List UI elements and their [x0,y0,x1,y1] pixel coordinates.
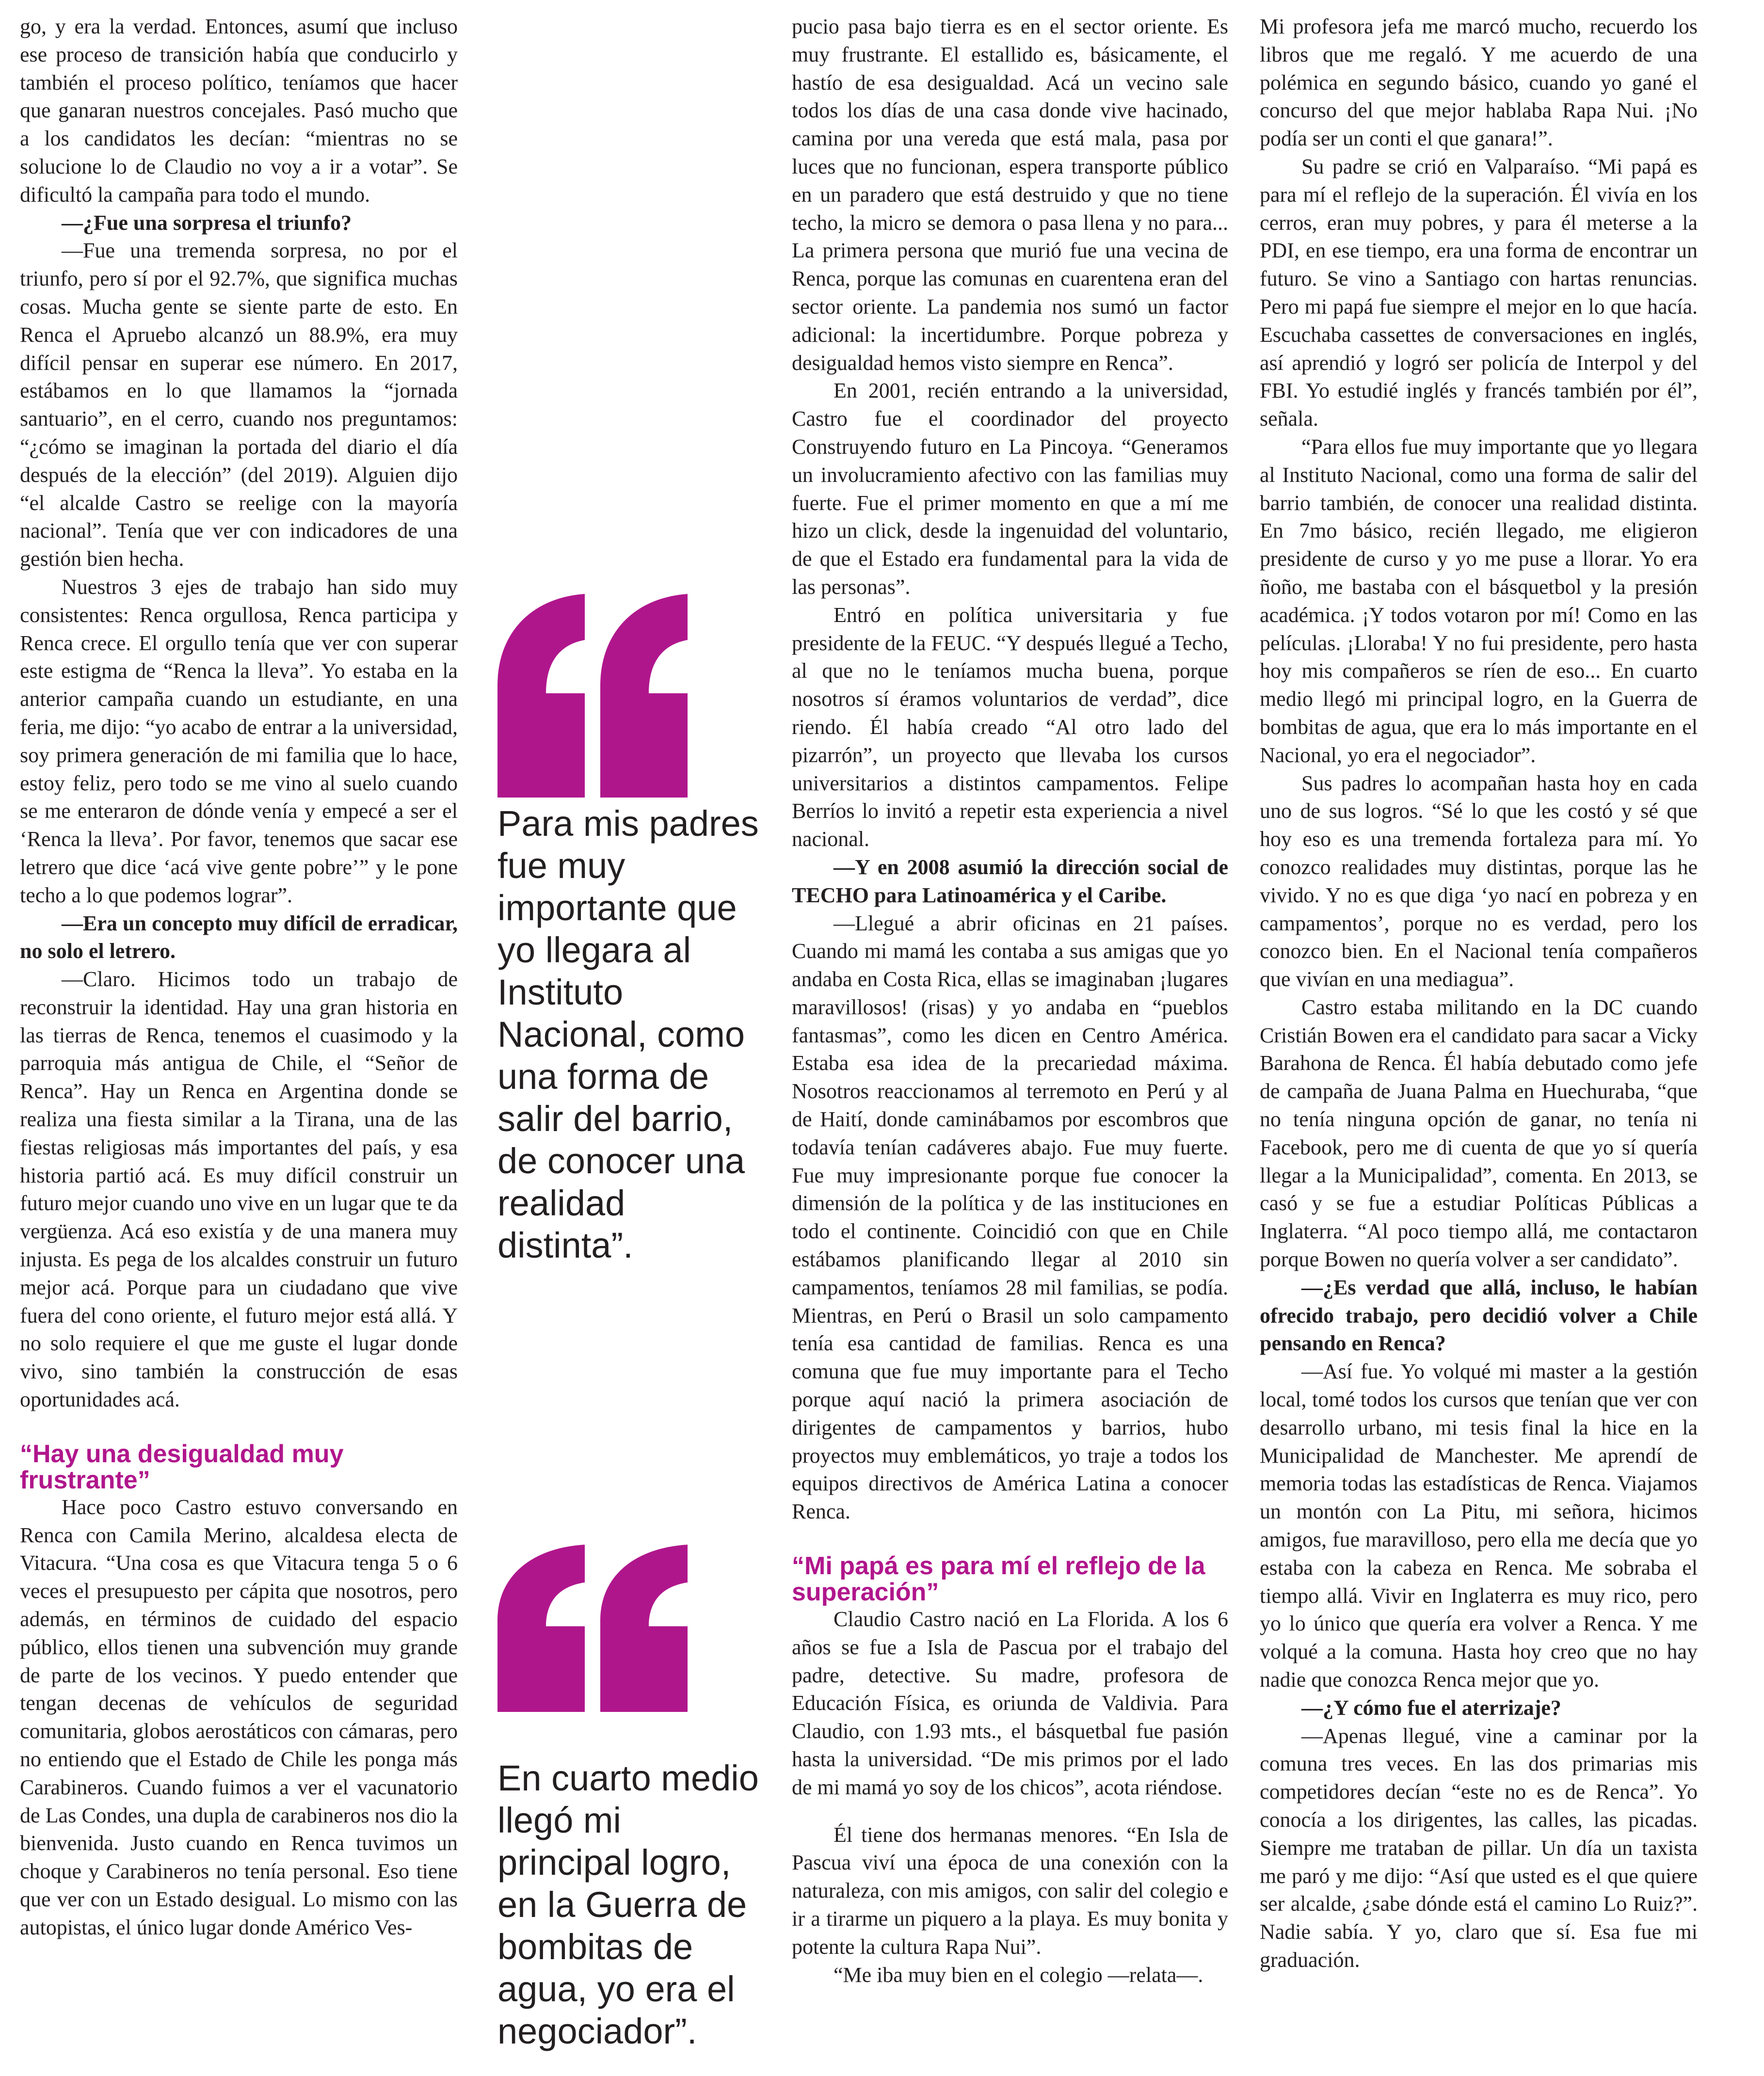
paragraph: go, y era la verdad. Entonces, asumí que incluso ese proceso de transición había que conducirlo y también el proceso político, teníamos que hacer que ganaran nuestros concejales. Pasó mucho que a los candidatos les decían: “mientras no se solucione lo de Claudio no voy a ir a votar”. Se dificultó la campaña para todo el mundo. [20,15,458,207]
pull-quote-2: En cuarto medio llegó mi principal logro, en la Guerra de bombitas de agua, yo era el negociador”. [497,1758,759,2051]
paragraph: —Fue una tremenda sorpresa, no por el triunfo, pero sí por el 92.7%, que significa muchas cosas. Mucha gente se siente parte de esto. En Renca el Apruebo alcanzó un 88.9%, era muy difícil pensar en superar ese número. En 2017, estábamos en lo que llamamos la “jornada santuario”, en el cerro, cuando nos preguntamos: “¿cómo se imaginan la portada del diario el día después de la elección” (del 2019). Alguien dijo “el alcalde Castro se reelige con la mayoría nacional”. Tenía que ver con indicadores de una gestión bien hecha. [20,239,458,571]
interview-question: —¿Y cómo fue el aterrizaje? [1301,1695,1561,1720]
paragraph: Su padre se crió en Valparaíso. “Mi papá es para mí el reflejo de la superación. Él vivía en los cerros, eran muy pobres, y para él meterse a la PDI, en ese tiempo, era una forma de encontrar un futuro. Se vino a Santiago con hartas renuncias. Pero mi papá fue siempre el mejor en lo que hacía. Escuchaba cassettes de conversaciones en inglés, así aprendió y logró ser policía de Interpol y del FBI. Yo estudié inglés y francés también por él”, señala. [1260,154,1698,431]
paragraph: “Me iba muy bien en el colegio —relata—. [834,1963,1203,1987]
article-column-2 [792,13,1228,1989]
interview-question: —¿Fue una sorpresa el triunfo? [62,210,352,235]
paragraph: Sus padres lo acompañan hasta hoy en cada uno de sus logros. “Sé lo que les costó y sé que hoy eso es una tremenda fortaleza para mí. Yo conozco realidades muy distintas, porque las he vivido. Y no es que diga ‘yo nací en pobreza y en campamentos’, porque no es verdad, pero los conozco bien. En el Nacional tenía compañeros que vivían en una mediagua”. [1260,771,1698,991]
paragraph: —Claro. Hicimos todo un trabajo de reconstruir la identidad. Hay una gran historia en las tierras de Renca, tenemos el cuasimodo y la parroquia más antigua de Chile, el “Señor de Renca”. Hay un Renca en Argentina donde se realiza una fiesta similar a la Tirana, una de las fiestas religiosas más importantes del país, y esa historia partió acá. Es muy difícil construir un futuro mejor cuando uno vive en un lugar que te da vergüenza. Acá eso existía y de una manera muy injusta. Es pega de los alcaldes construir un futuro mejor acá. Porque para un ciudadano que vive fuera del cono oriente, el futuro mejor está allá. Y no solo requiere el que me guste el lugar donde vivo, sino también la construcción de esas oportunidades acá. [20,967,458,1412]
paragraph: pucio pasa bajo tierra es en el sector oriente. Es muy frustrante. El estallido es, básicamente, el hastío de esa desigualdad. Acá un vecino sale todos los días de una casa donde vive hacinado, camina por una vereda que está mala, pasa por luces que no funcionan, espera transporte público en un paradero que está destruido y que no tiene techo, la micro se demora o pasa llena y no para... La primera persona que murió fue una vecina de Renca, porque las comunas en cuarentena eran del sector oriente. La pandemia nos sumó un factor adicional: la incertidumbre. Porque pobreza y desigualdad hemos visto siempre en Renca”. [792,15,1228,375]
section-heading: “Mi papá es para mí el reflejo de la superación” [792,1552,1205,1607]
paragraph: —Apenas llegué, vine a caminar por la comuna tres veces. En las dos primarias mis competidores decían “este no es de Renca”. Yo conocía a los dirigentes, las calles, las picadas. Siempre me trataban de pillar. Un día un taxista me paró y me dijo: “Así que usted es el que quiere ser alcalde, ¿sabe dónde está el camino Lo Ruiz?”. Nadie sabía. Y yo, claro que sí. Esa fue mi graduación. [1260,1724,1698,1972]
article-column-3 [1260,13,1698,1974]
paragraph: Hace poco Castro estuvo conversando en Renca con Camila Merino, alcaldesa electa de Vitacura. “Una cosa es que Vitacura tenga 5 o 6 veces el presupuesto per cápita que nosotros, pero además, en términos de cuidado del espacio público, ellos tienen una subvención muy grande de parte de los vecinos. Y puedo entender que tengan decenas de vehículos de seguridad comunitaria, globos aerostáticos con cámaras, pero no entiendo que el Estado de Chile les ponga más Carabineros. Cuando fuimos a ver el vacunatorio de Las Condes, una dupla de carabineros nos dio la bienvenida. Justo cuando en Renca tuvimos un choque y Carabineros no tenía personal. Eso tiene que ver con un Estado desigual. Lo mismo con las autopistas, el único lugar donde Américo Ves- [20,1495,458,1939]
quote-mark-icon [497,594,691,798]
paragraph: Claudio Castro nació en La Florida. A los 6 años se fue a Isla de Pascua por el trabajo del padre, detective. Su madre, profesora de Educación Física, es oriunda de Valdivia. Para Claudio, con 1.93 mts., el básquetbal fue pasión hasta la universidad. “De mis primos por el lado de mi mamá yo soy de los chicos”, acota riéndose. [792,1607,1228,1799]
section-heading: “Hay una desigualdad muy frustrante” [20,1439,344,1494]
interview-question: —Y en 2008 asumió la dirección social de TECHO para Latinoamérica y el Caribe. [792,855,1228,907]
pull-quote-1: Para mis padres fue muy importante que yo llegara al Instituto Nacional, como una forma de salir del barrio, de conocer una realidad distinta”. [497,803,759,1265]
paragraph: Él tiene dos hermanas menores. “En Isla de Pascua viví una época de una conexión con la naturaleza, con mis amigos, con salir del colegio e ir a tirarme un piquero a la playa. Es muy bonita y potente la cultura Rapa Nui”. [792,1822,1228,1959]
paragraph: En 2001, recién entrando a la universidad, Castro fue el coordinador del proyecto Construyendo futuro en La Pincoya. “Generamos un involucramiento afectivo con las familias muy fuerte. Fue el primer momento en que a mí me hizo un click, desde la ingenuidad del voluntario, de que el Estado era fundamental para la vida de las personas”. [792,379,1228,599]
paragraph: Mi profesora jefa me marcó mucho, recuerdo los libros que me regaló. Y me acuerdo de una polémica en segundo básico, cuando yo gané el concurso del que mejor hablaba Rapa Nui. ¡No podía ser un conti el que ganara!”. [1260,15,1698,151]
paragraph: —Llegué a abrir oficinas en 21 países. Cuando mi mamá les contaba a sus amigas que yo andaba en Costa Rica, ellas se imaginaban ¡lugares maravillosos! (risas) y yo andaba en “pueblos fantasmas”, como les dicen en Centro América. Estaba esa idea de la precariedad máxima. Nosotros reaccionamos al terremoto en Perú y al de Haití, donde caminábamos por escombros que todavía tenían cadáveres abajo. Fue muy fuerte. Fue muy impresionante porque fue conocer la dimensión de la política y de las instituciones en todo el continente. Coincidió con que en Chile estábamos planificando llegar al 2010 sin campamentos, teníamos 28 mil familias, se podía. Mientras, en Perú o Brasil un solo campamento tenía esa cantidad de familias. Renca es una comuna que fue muy importante para el Techo porque aquí nació la primera asociación de dirigentes de campamentos y barrios, hubo proyectos muy emblemáticos, yo traje a todos los equipos directivos de América Latina a conocer Renca. [792,911,1228,1524]
interview-question: —Era un concepto muy difícil de erradicar, no solo el letrero. [20,911,458,963]
quote-mark-icon [497,1545,691,1712]
paragraph: Entró en política universitaria y fue presidente de la FEUC. “Y después llegué a Techo, al que no le teníamos mucha buena, porque nosotros sí éramos voluntarios de verdad”, dice riendo. Él había creado “Al otro lado del pizarrón”, un proyecto que llevaba los cursos universitarios a distintos campamentos. Felipe Berríos lo invitó a repetir esta experiencia a nivel nacional. [792,603,1228,851]
interview-question: —¿Es verdad que allá, incluso, le habían ofrecido trabajo, pero decidió volver a Chile pensando en Renca? [1260,1275,1698,1356]
paragraph: —Así fue. Yo volqué mi master a la gestión local, tomé todos los cursos que tenían que ver con desarrollo urbano, mi tesis final la hice en la Municipalidad de Manchester. Me aprendí de memoria todas las estadísticas de Renca. Viajamos un montón con La Pitu, mi señora, hicimos amigos, fue maravilloso, pero ella me decía que yo estaba con la cabeza en Renca. Me sobraba el tiempo allá. Vivir en Inglaterra es muy rico, pero yo lo único que quería era volver a Renca. Y me volqué a la comuna. Hasta hoy creo que no hay nadie que conozca Renca mejor que yo. [1260,1359,1698,1692]
paragraph: Nuestros 3 ejes de trabajo han sido muy consistentes: Renca orgullosa, Renca participa y Renca crece. El orgullo tenía que ver con superar este estigma de “Renca la lleva”. Yo estaba en la anterior campaña cuando un estudiante, en una feria, me dijo: “yo acabo de entrar a la universidad, soy primera generación de mi familia que lo hace, estoy feliz, pero todo se me vino al suelo cuando se me enteraron de dónde venía y empecé a ser el ‘Renca la lleva’. Por favor, tenemos que sacar ese letrero que dice ‘acá vive gente pobre’” y le pone techo a lo que podemos lograr”. [20,575,458,907]
paragraph: Castro estaba militando en la DC cuando Cristián Bowen era el candidato para sacar a Vicky Barahona de Renca. Él había debutado como jefe de campaña de Juana Palma en Huechuraba, “que no tenía ninguna opción de ganar, no tenía ni Facebook, pero me di cuenta de que yo sí quería llegar a la Municipalidad”, comenta. En 2013, se casó y se fue a estudiar Políticas Públicas a Inglaterra. “Al poco tiempo allá, me contactaron porque Bowen no quería volver a ser candidato”. [1260,995,1698,1272]
paragraph: “Para ellos fue muy importante que yo llegara al Instituto Nacional, como una forma de salir del barrio también, de conocer una realidad distinta. En 7mo básico, recién llegado, me eligieron presidente de curso y yo me puse a llorar. Yo era ñoño, me bastaba con el básquetbol y la presión académica. ¡Y todos votaron por mí! Como en las películas. ¡Lloraba! Y no fui presidente, pero hasta hoy mis compañeros se ríen de eso... En cuarto medio llegó mi principal logro, en la Guerra de bombitas de agua, que era lo más importante en el Nacional, yo era el negociador”. [1260,434,1698,767]
article-column-1 [20,13,458,1942]
